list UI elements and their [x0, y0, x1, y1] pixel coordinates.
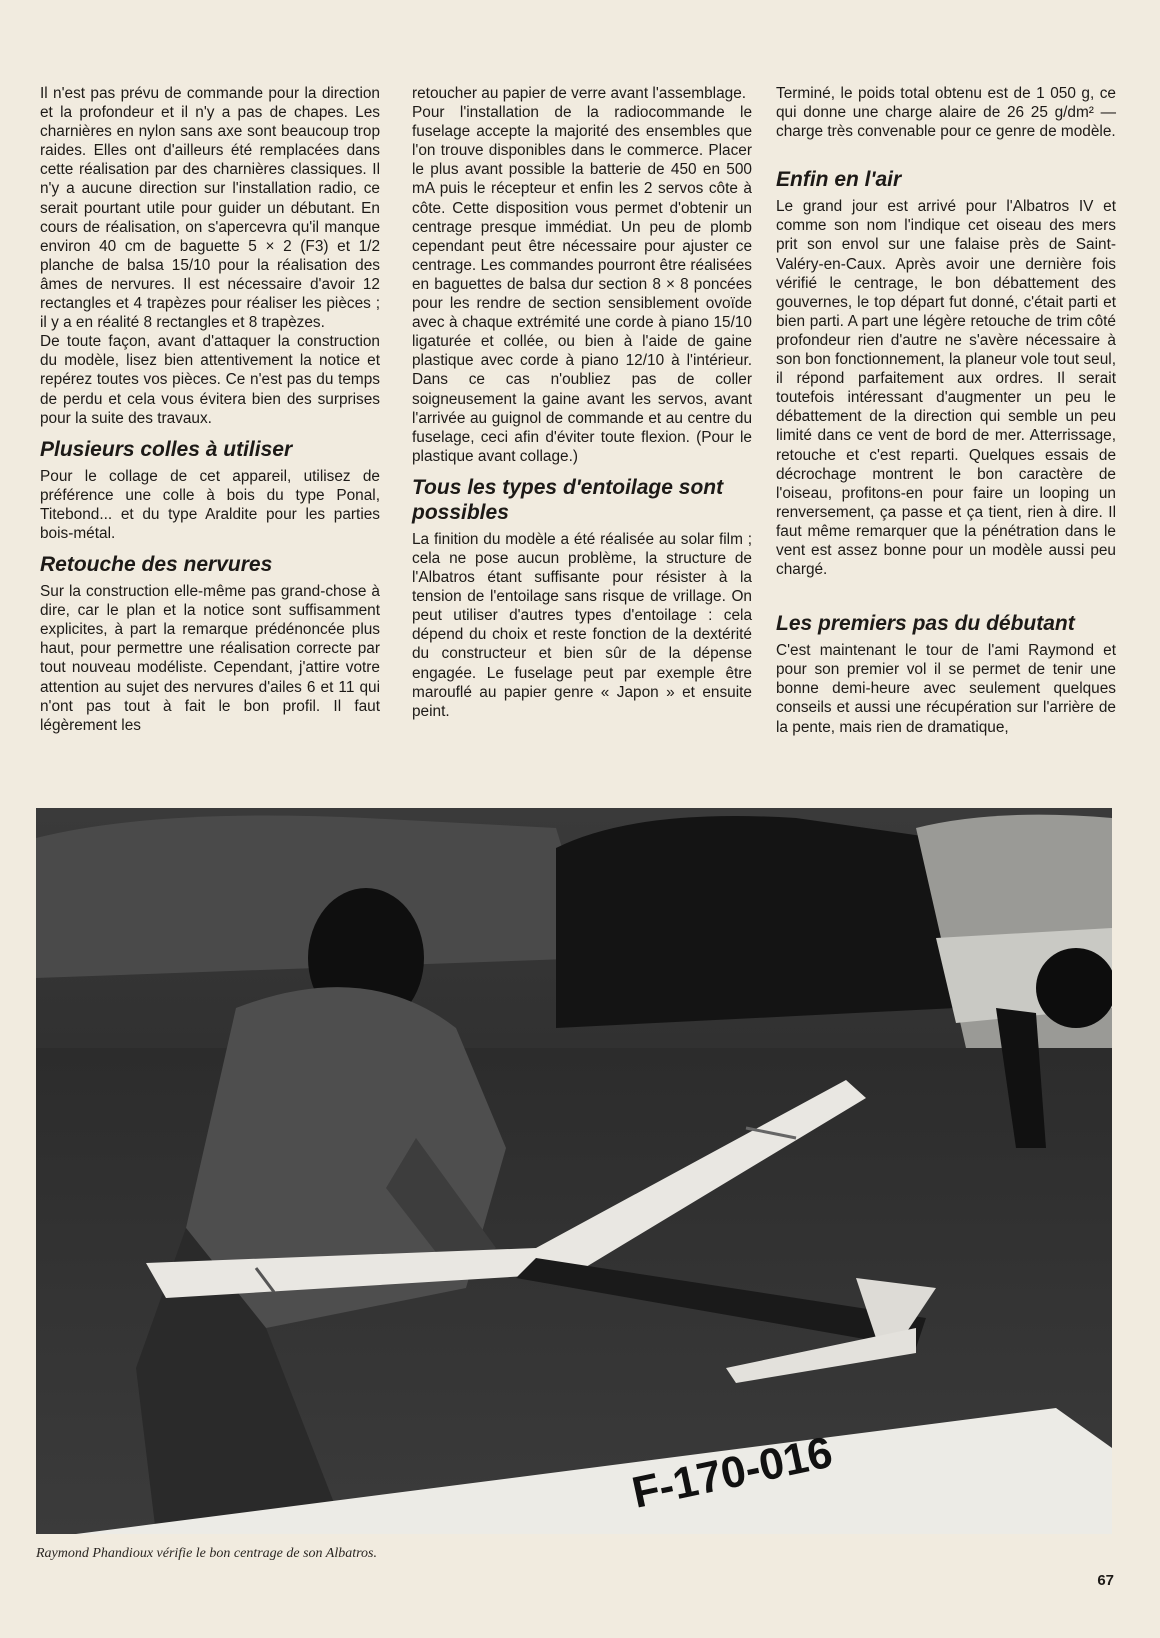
col1-paragraph-3: Pour le collage de cet appareil, utilisez de préférence une colle à bois du type Ponal, Titebond... et du type Araldite pour les parties bois-métal. [40, 467, 380, 542]
heading-retouche-nervures: Retouche des nervures [40, 553, 273, 577]
heading-plusieurs-colles: Plusieurs colles à utiliser [40, 437, 293, 461]
heading-premiers-pas: Les premiers pas du débutant [776, 612, 1075, 636]
photo-caption: Raymond Phandioux vérifie le bon centrage de son Albatros. [36, 1546, 377, 1561]
article-column-1 [40, 84, 380, 735]
article-column-2 [412, 84, 752, 721]
col2-paragraph-3: La finition du modèle a été réalisée au solar film ; cela ne pose aucun problème, la structure de l'Albatros étant suffisante pour résister à la tension de l'entoilage sans risque de vrillage. On peut utiliser d'autres types d'entoilage : cela dépend du choix et reste fonction de la dextérité du constructeur et bien sûr de la dépense engagée. Le fuselage peut par exemple être marouflé au papier genre « Japon » et ensuite peint. [412, 530, 752, 720]
col1-paragraph-4: Sur la construction elle-même pas grand-chose à dire, car le plan et la notice sont suffisamment explicites, à part la remarque prédénoncée plus haut, pour permettre une réalisation correcte par tout nouveau modéliste. Cependant, j'attire votre attention au sujet des nervures d'ailes 6 et 11 qui n'ont pas tout à fait le bon profil. Il faut légèrement les [40, 583, 380, 734]
glider-photo [36, 808, 1112, 1534]
col2-paragraph-2: Pour l'installation de la radiocommande le fuselage accepte la majorité des ensembles que l'on trouve disponibles dans le commerce. Placer le plus avant possible la batterie de 450 en 500 mA puis le récepteur et enfin les 2 servos côte à côte. Cette disposition vous permet d'obtenir un centrage presque immédiat. Un peu de plomb cependant peut être nécessaire pour ajuster ce centrage. Les commandes pourront être réalisées en baguettes de balsa dur section 8 × 8 poncées pour les rendre de section sensiblement ovoïde avec à chaque extrémité une corde à piano 15/10 ligaturée et collée, ou bien à l'aide de gaine plastique avec corde à piano 12/10 à l'intérieur. Dans ce cas n'oubliez pas de coller soigneusement la gaine avant les servos, avant l'arrivée au guignol de commande et au centre du fuselage, ceci afin d'éviter toute flexion. (Pour le plastique avant collage.) [412, 104, 752, 465]
col3-paragraph-2: Le grand jour est arrivé pour l'Albatros IV et comme son nom l'indique cet oiseau des mers prit son envol sur une falaise près de Saint-Valéry-en-Caux. Après avoir une dernière fois vérifié le centrage, le bon débattement des gouvernes, le top départ fut donné, c'était parti et bien parti. A part une légère retouche de trim côté profondeur rien d'autre ne s'avère nécessaire à son bon fonctionnement, la planeur vole tout seul, il répond parfaitement aux ordres. Il serait toutefois intéressant d'augmenter un peu le débattement de la direction qui semble un peu limité dans ce vent de bord de mer. Atterrissage, retouche et c'est reparti. Quelques essais de décrochage montrent le bon caractère de l'oiseau, profitons-en pour faire un looping un renversement, ça passe et ça tient, rien à dire. Il faut même remarquer que la pénétration dans le vent est assez bonne pour un modèle aussi peu chargé. [776, 198, 1116, 579]
col3-paragraph-1: Terminé, le poids total obtenu est de 1 050 g, ce qui donne une charge alaire de 26 25 g/dm² — charge très convenable pour ce genre de modèle. [776, 85, 1116, 141]
col2-paragraph-1: retoucher au papier de verre avant l'assemblage. [412, 85, 747, 102]
col3-paragraph-3: C'est maintenant le tour de l'ami Raymond et pour son premier vol il se permet de tenir une bonne demi-heure avec seulement quelques conseils et aussi une récupération sur l'arrière de la pente, mais rien de dramatique, [776, 642, 1116, 736]
heading-enfin-en-lair: Enfin en l'air [776, 168, 902, 192]
page-number: 67 [1097, 1572, 1114, 1589]
article-column-3 [776, 84, 1116, 737]
col1-paragraph-1: Il n'est pas prévu de commande pour la direction et la profondeur et il n'y a pas de chapes. Les charnières en nylon sans axe sont beaucoup trop raides. Elles ont d'ailleurs été remplacées dans cette réalisation par des charnières classiques. Il n'y a aucune direction sur l'installation radio, ce serait pourtant utile pour guider un débutant. En cours de réalisation, on s'apercevra qu'il manque environ 40 cm de baguette 5 × 2 (F3) et 1/2 planche de balsa 15/10 pour la réalisation des âmes de nervures. Il est nécessaire d'avoir 12 rectangles et 4 trapèzes pour réaliser les pièces ; il y a en réalité 8 rectangles et 8 trapèzes. [40, 85, 380, 332]
heading-types-entoilage: Tous les types d'entoilage sont possibles [412, 475, 724, 524]
wing-registration: F-170-016 [627, 1427, 837, 1518]
col1-paragraph-2: De toute façon, avant d'attaquer la construction du modèle, lisez bien attentivement la notice et repérez toutes vos pièces. Ce n'est pas du temps de perdu et cela vous évitera bien des surprises pour la suite des travaux. [40, 333, 380, 427]
